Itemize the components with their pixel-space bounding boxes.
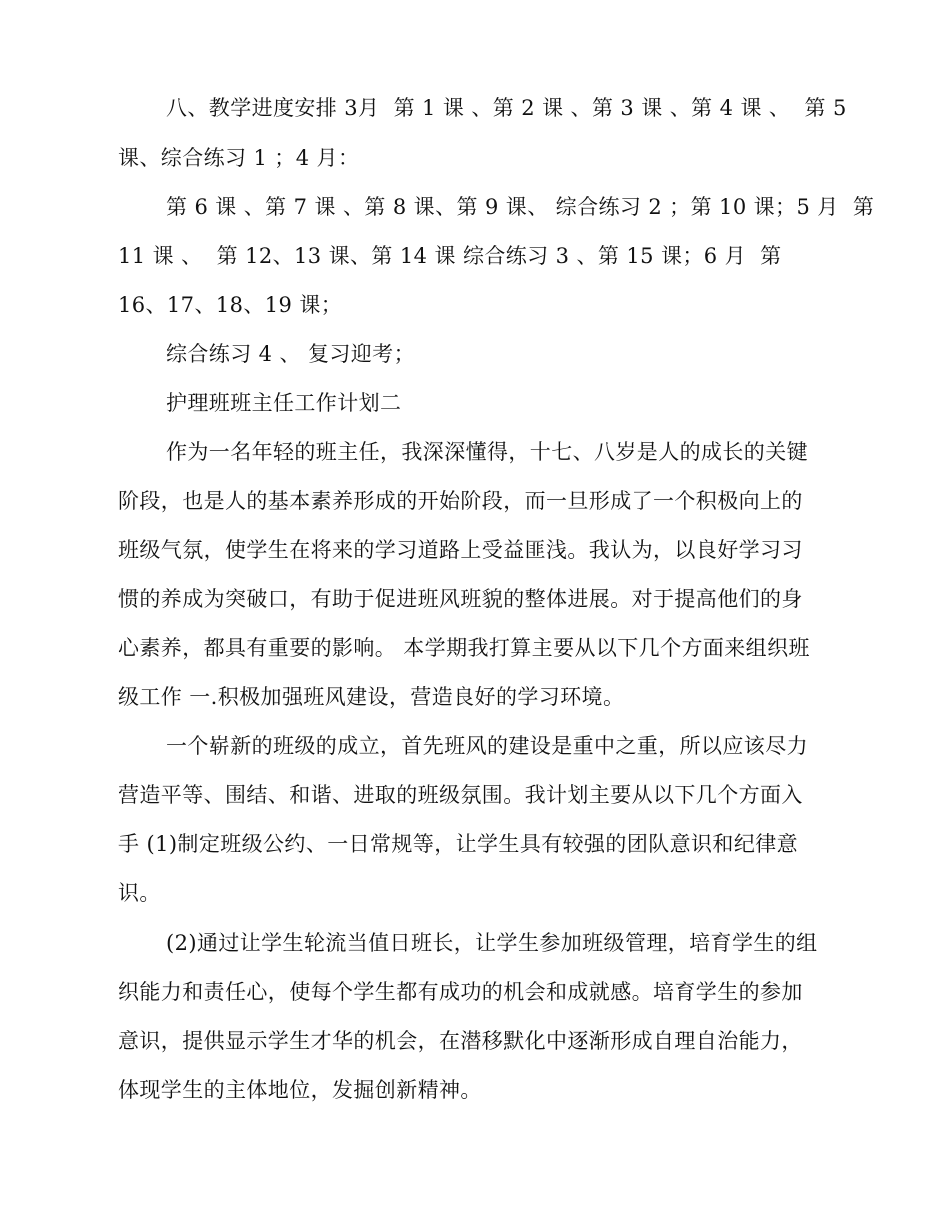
text-line: 综合练习 4 、 复习迎考； (166, 342, 415, 366)
text-line: 营造平等、围结、和谐、进取的班级氛围。我计划主要从以下几个方面入 (118, 783, 803, 807)
text-line: 识。 (118, 881, 161, 905)
text-line: 课、综合练习 1 ；4 月： (118, 146, 360, 170)
text-line: 八、教学进度安排 3月 第 1 课 、第 2 课 、第 3 课 、第 4 课 、 第 5 (166, 96, 847, 120)
section-heading: 护理班班主任工作计划二 (166, 391, 402, 415)
text-line: 手 (1)制定班级公约、一日常规等，让学生具有较强的团队意识和纪律意 (118, 832, 799, 856)
text-line: 心素养，都具有重要的影响。 本学期我打算主要从以下几个方面来组织班 (118, 636, 810, 660)
text-line: 一个崭新的班级的成立，首先班风的建设是重中之重，所以应该尽力 (166, 734, 808, 758)
text-line: 阶段，也是人的基本素养形成的开始阶段，而一旦形成了一个积极向上的 (118, 489, 803, 513)
text-line: 织能力和责任心，使每个学生都有成功的机会和成就感。培育学生的参加 (118, 980, 803, 1004)
text-line: (2)通过让学生轮流当值日班长，让学生参加班级管理，培育学生的组 (166, 931, 818, 955)
text-line: 意识，提供显示学生才华的机会，在潜移默化中逐渐形成自理自治能力， (118, 1029, 803, 1053)
text-line: 第 6 课 、第 7 课 、第 8 课、第 9 课、 综合练习 2 ；第 10 课；5 月 第 (166, 195, 875, 219)
text-line: 惯的养成为突破口，有助于促进班风班貌的整体进展。对于提高他们的身 (118, 587, 803, 611)
text-line: 作为一名年轻的班主任，我深深懂得，十七、八岁是人的成长的关键 (166, 440, 808, 464)
text-line: 体现学生的主体地位，发掘创新精神。 (118, 1078, 482, 1102)
text-line: 16、17、18、19 课； (118, 293, 343, 317)
text-line: 11 课 、 第 12、13 课、第 14 课 综合练习 3 、第 15 课；6 月 第 (118, 244, 782, 268)
text-line: 级工作 一.积极加强班风建设，营造良好的学习环境。 (118, 685, 625, 709)
text-line: 班级气氛，使学生在将来的学习道路上受益匪浅。我认为，以良好学习习 (118, 538, 803, 562)
